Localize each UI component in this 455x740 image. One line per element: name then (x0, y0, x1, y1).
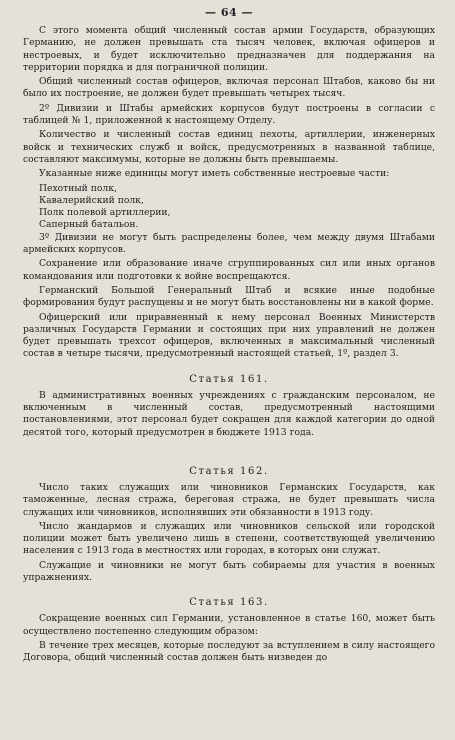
paragraph: В течение трех месяцев, которые последуют за вступлением в силу настоящего Договора, общий численный состав должен быть низведен до (23, 639, 435, 664)
article-heading: Статья 163. (189, 597, 269, 609)
list-item: Кавалерийский полк, (39, 194, 144, 206)
paragraph: Указанные ниже единицы могут иметь собственные нестроевые части: (39, 168, 390, 180)
paragraph: С этого момента общий численный состав армии Государств, образующих Германию, не должен превышать ста тысяч человек, включая офицеров и нестроевых, и будет исключительно предназначен для поддержания на территории порядка и для пограничной полиции. (23, 25, 435, 73)
article-heading: Статья 162. (189, 465, 269, 477)
paragraph: Сокращение военных сил Германии, установленное в статье 160, может быть осуществлено постепенно следующим образом: (23, 613, 435, 637)
paragraph: Количество и численный состав единиц пехоты, артиллерии, инженерных войск и технических служб и войск, предусмотренных в названной таблице, составляют максимумы, которые не должны быть превышаемы. (23, 129, 435, 165)
paragraph: В административных военных учреждениях с гражданским персоналом, не включенным в численный состав, предусмотренный настоящими постановлениями, этот персонал будет сокращен для каждой категории до одной десятой того, который предусмотрен в бюджете 1913 года. (23, 389, 435, 438)
list-item: Саперный батальон. (39, 219, 139, 231)
page-number: — 64 — (205, 6, 253, 19)
paragraph: Офицерский или приравненный к нему персонал Военных Министерств различных Государств Германии и состоящих при них управлений не должен будет превышать трехсот офицеров, включенных в максимальный численный состав в четыре тысячи, предусмотренный настоящей статьей, 1º, раздел 3. (23, 311, 435, 360)
list-item: Пехотный полк, (39, 182, 117, 194)
list-item: Полк полевой артиллерии, (39, 207, 171, 219)
paragraph: Германский Большой Генеральный Штаб и всякие иные подобные формирования будут распущены и не могут быть восстановлены ни в какой форме. (23, 284, 435, 309)
paragraph: 2º Дивизии и Штабы армейских корпусов будут построены в согласии с таблицей № 1, приложенной к настоящему Отделу. (23, 102, 435, 127)
document-body (23, 25, 435, 664)
paragraph: Число таких служащих или чиновников Германских Государств, как таможенные, лесная стража, береговая стража, не будет превышать числа служащих или чиновников, исполнявших эти обязанности в 1913 году. (23, 481, 435, 518)
paragraph: Общий численный состав офицеров, включая персонал Штабов, каково бы ни было их построение, не должен будет превышать четырех тысяч. (23, 76, 435, 100)
paragraph: 3º Дивизии не могут быть распределены более, чем между двумя Штабами армейских корпусов. (23, 231, 435, 256)
article-heading: Статья 161. (189, 373, 269, 385)
paragraph: Число жандармов и служащих или чиновников сельской или городской полиции может быть увеличено лишь в степени, соответствующей увеличению населения с 1913 года в местностях или городах, в которых они служат. (23, 520, 435, 557)
paragraph: Служащие и чиновники не могут быть собираемы для участия в военных упражнениях. (23, 559, 435, 583)
paragraph: Сохранение или образование иначе сгруппированных сил или иных органов командования или подготовки к войне воспрещаются. (23, 258, 435, 282)
spacer (23, 441, 435, 453)
